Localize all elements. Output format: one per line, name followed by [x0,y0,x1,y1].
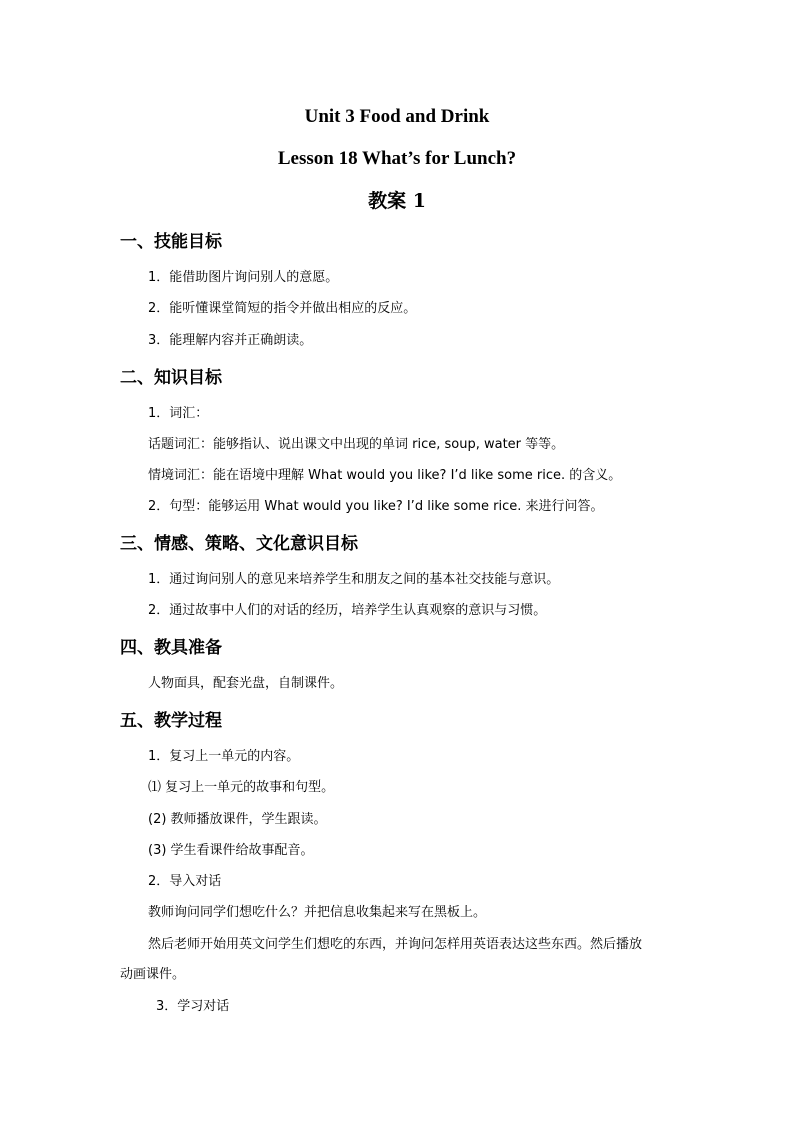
list-item: 3．能理解内容并正确朗读。 [148,333,313,348]
unit-title: Unit 3 Food and Drink [304,106,490,127]
list-item: 人物面具，配套光盘，自制课件。 [148,676,344,691]
list-item: 情境词汇：能在语境中理解 What would you like? I’d like some rice. 的含义。 [148,468,622,483]
list-item: 1．能借助图片询问别人的意愿。 [148,270,339,285]
lesson-title: Lesson 18 What’s for Lunch? [277,148,517,169]
list-item: 话题词汇：能够指认、说出课文中出现的单词 rice, soup, water 等等。 [148,437,565,452]
paragraph: 教师询问同学们想吃什么？并把信息收集起来写在黑板上。 [148,905,487,920]
list-item: 2．能听懂课堂简短的指令并做出相应的反应。 [148,301,417,316]
list-item: 3．学习对话 [156,999,230,1014]
list-item: (2) 教师播放课件，学生跟读。 [148,812,327,827]
section-heading-skill-goals: 一、技能目标 [120,232,222,252]
section-heading-teaching-process: 五、教学过程 [120,711,222,731]
section-heading-teaching-aids: 四、教具准备 [120,638,222,658]
section-heading-affect-strategy-culture-goals: 三、情感、策略、文化意识目标 [120,534,358,554]
section-heading-knowledge-goals: 二、知识目标 [120,368,222,388]
paragraph: 然后老师开始用英文问学生们想吃的东西，并询问怎样用英语表达这些东西。然后播放 [148,937,643,952]
list-item: 2．句型：能够运用 What would you like? I’d like some rice. 来进行问答。 [148,499,604,514]
list-item: 1．通过询问别人的意见来培养学生和朋友之间的基本社交技能与意识。 [148,572,560,587]
list-item: 2．通过故事中人们的对话的经历，培养学生认真观察的意识与习惯。 [148,603,547,618]
list-item: 1．词汇： [148,406,209,421]
list-item: 2．导入对话 [148,874,222,889]
list-item: (3) 学生看课件给故事配音。 [148,843,314,858]
list-item: 1．复习上一单元的内容。 [148,749,300,764]
list-item: ⑴ 复习上一单元的故事和句型。 [148,780,335,795]
paragraph-continuation: 动画课件。 [120,967,186,982]
lesson-plan-title: 教案 1 [368,190,426,212]
